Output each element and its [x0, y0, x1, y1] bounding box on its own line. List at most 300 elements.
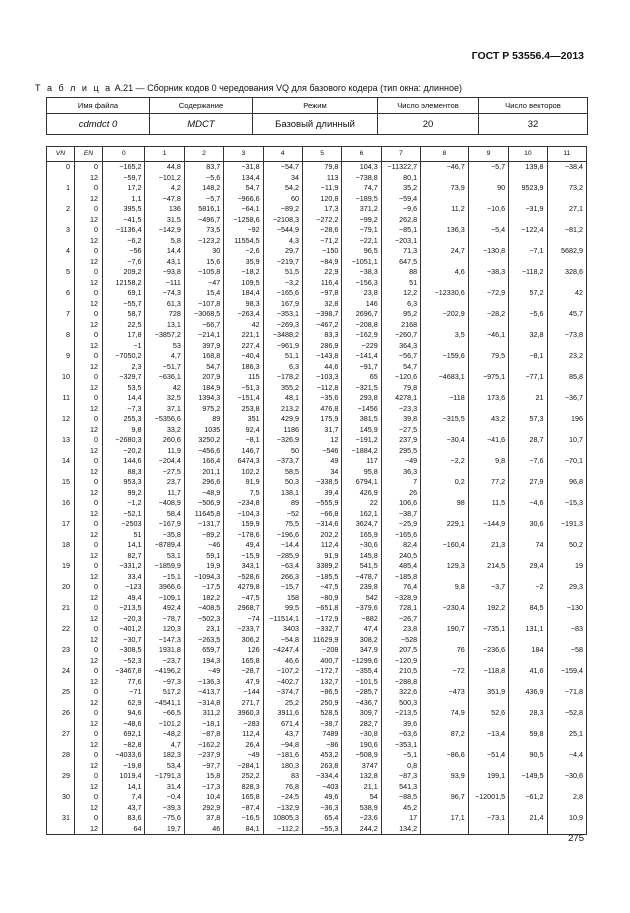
value-cell [263, 225, 302, 246]
cell-value: −0,4 [166, 792, 181, 801]
value-cell [547, 267, 586, 288]
cell-value: −272,2 [316, 214, 339, 224]
cell-value: −136,3 [198, 676, 221, 686]
cell-value [509, 572, 543, 583]
cell-value: −263,4 [237, 309, 260, 318]
value-cell [263, 183, 302, 204]
cell-value: −1051,1 [351, 256, 378, 266]
cell-value: 13,1 [166, 319, 181, 329]
cell-value [509, 614, 543, 625]
cell-value: 250,9 [320, 697, 339, 707]
vn-cell [47, 162, 75, 184]
info-header-content: Содержание [150, 98, 253, 114]
value-cell [547, 162, 586, 184]
cell-value: 104,3 [359, 162, 378, 171]
cell-value: 2 [65, 204, 70, 213]
cell-value: −59,7 [123, 172, 142, 182]
cell-value: 115 [248, 372, 260, 381]
cell-value [509, 488, 543, 499]
value-cell [547, 519, 586, 540]
value-cell [381, 729, 420, 750]
cell-value: −2680,3 [115, 435, 142, 444]
cell-value: 22 [61, 624, 70, 633]
value-cell [102, 666, 144, 687]
cell-value [548, 425, 583, 436]
cell-value [47, 257, 70, 268]
cell-value: −1 [133, 340, 142, 350]
cell-value: 54,7 [206, 361, 221, 371]
cell-value: 0,2 [454, 477, 465, 486]
cell-value: −97,3 [162, 676, 181, 686]
cell-value: 58,7 [127, 309, 142, 318]
en-cell [74, 435, 102, 456]
cell-value: 12,2 [403, 288, 418, 297]
cell-value: 19,9 [206, 561, 221, 570]
value-cell [184, 288, 223, 309]
cell-value: −47,8 [162, 193, 181, 203]
value-cell [102, 708, 144, 729]
cell-value [47, 740, 70, 751]
value-cell [509, 540, 547, 561]
value-cell [302, 708, 341, 729]
cell-value: 311,2 [202, 708, 221, 717]
codebook-table [46, 146, 587, 835]
cell-value: 32,8 [529, 330, 544, 339]
cell-value [469, 425, 505, 436]
cell-value: 244,2 [359, 823, 378, 833]
cell-value: 99,2 [127, 487, 142, 497]
cell-value: −40,4 [241, 351, 260, 360]
cell-value: 53 [172, 340, 181, 350]
cell-value: 199,1 [487, 771, 506, 780]
cell-value: 263,8 [320, 760, 339, 770]
cell-value: 14 [61, 456, 70, 465]
value-cell [224, 708, 263, 729]
cell-value: −144,9 [482, 519, 506, 528]
value-cell [421, 750, 469, 771]
cell-value: 0 [93, 498, 98, 507]
value-cell [224, 246, 263, 267]
value-cell [224, 771, 263, 792]
cell-value: 671,4 [280, 718, 299, 728]
cell-value: 5 [65, 267, 70, 276]
value-cell [468, 225, 508, 246]
cell-value: −91,7 [359, 361, 378, 371]
page-number: 275 [568, 833, 584, 844]
cell-value: 9 [65, 351, 70, 360]
cell-value: 23,1 [206, 624, 221, 633]
cell-value: 6,3 [407, 298, 418, 308]
value-cell [224, 645, 263, 666]
cell-value: −331,2 [119, 561, 142, 570]
value-cell [184, 771, 223, 792]
table-row [47, 372, 587, 393]
cell-value: 59,1 [206, 550, 221, 560]
cell-value: 129,3 [446, 561, 465, 570]
cell-value: 57,2 [529, 288, 544, 297]
cell-value: −16,5 [241, 813, 260, 822]
cell-value [469, 467, 505, 478]
cell-value: −84,9 [320, 256, 339, 266]
value-cell [263, 708, 302, 729]
value-cell [468, 246, 508, 267]
cell-value [47, 530, 70, 541]
cell-value: 15,4 [206, 288, 221, 297]
cell-value: 371,2 [359, 204, 378, 213]
value-cell [302, 645, 341, 666]
value-cell [302, 813, 341, 835]
value-cell [263, 351, 302, 372]
value-cell [224, 456, 263, 477]
cell-value: 395,5 [123, 204, 142, 213]
cell-value: −63,6 [398, 729, 418, 738]
cell-value: −229 [361, 340, 378, 350]
value-cell [468, 372, 508, 393]
cell-value: −328,9 [394, 592, 418, 602]
cell-value: 42 [172, 382, 181, 392]
cell-value: −123 [125, 582, 142, 591]
cell-value: −196,6 [276, 529, 299, 539]
cell-value: −99,2 [359, 214, 378, 224]
value-cell [145, 771, 184, 792]
cell-value: 60 [290, 193, 299, 203]
en-cell [74, 288, 102, 309]
cell-value: −64,1 [241, 204, 260, 213]
vn-cell [47, 750, 75, 771]
cell-value: 84,5 [529, 603, 544, 612]
cell-value [548, 551, 583, 562]
cell-value: 76,4 [403, 582, 418, 591]
cell-value: 102,2 [241, 466, 260, 476]
cell-value: −15,7 [280, 582, 299, 591]
cell-value: −8,1 [529, 351, 544, 360]
cell-value: 39,8 [403, 414, 418, 423]
cell-value [47, 320, 70, 331]
en-cell [74, 225, 102, 246]
cell-value: −308,5 [119, 645, 142, 654]
cell-value: 306,2 [241, 634, 260, 644]
cell-value: 90 [497, 183, 506, 192]
value-cell [102, 372, 144, 393]
value-cell [184, 750, 223, 771]
cell-value: −36,3 [320, 802, 339, 812]
cell-value [548, 572, 583, 583]
value-cell [468, 456, 508, 477]
table-row [47, 519, 587, 540]
cell-value: −24,5 [280, 792, 299, 801]
value-cell [547, 687, 586, 708]
cell-value: −230,4 [442, 603, 465, 612]
cell-value [421, 698, 465, 709]
cell-value: 347,9 [359, 645, 378, 654]
cell-value [421, 299, 465, 310]
cell-value: −236,6 [482, 645, 506, 654]
value-cell [509, 267, 547, 288]
value-cell [342, 519, 381, 540]
cell-value: 50 [290, 445, 299, 455]
value-cell [468, 624, 508, 645]
value-cell [184, 561, 223, 582]
value-cell [468, 435, 508, 456]
cell-value: −59,4 [398, 193, 418, 203]
value-cell [509, 687, 547, 708]
cell-value: −38,7 [320, 718, 339, 728]
cell-value [421, 215, 465, 226]
cell-value: 146,7 [241, 445, 260, 455]
value-cell [342, 498, 381, 519]
cell-value: −112,2 [277, 823, 299, 833]
cell-value: 79,8 [403, 382, 418, 392]
cell-value: −4,6 [529, 498, 544, 507]
cell-value [509, 593, 543, 604]
cell-value [421, 635, 465, 646]
value-cell [342, 813, 381, 835]
cell-value: 12 [89, 256, 98, 266]
cell-value: 25,2 [284, 697, 299, 707]
cell-value: −355,4 [355, 666, 378, 675]
value-cell [302, 246, 341, 267]
cell-value: 10,9 [569, 813, 583, 822]
value-cell [145, 414, 184, 435]
value-cell [224, 624, 263, 645]
value-cell [102, 477, 144, 498]
cell-value: −85,1 [398, 225, 418, 234]
cell-value: 0 [93, 246, 98, 255]
value-cell [224, 792, 263, 813]
value-cell [302, 267, 341, 288]
value-cell [421, 519, 469, 540]
cell-value: −70,1 [564, 456, 583, 465]
info-value-filename: cdmdct 0 [47, 114, 150, 135]
value-cell [421, 330, 469, 351]
cell-value: 27,1 [569, 204, 583, 213]
table-row [47, 435, 587, 456]
en-cell [74, 372, 102, 393]
cell-value: 83,6 [127, 813, 142, 822]
value-cell [302, 729, 341, 750]
en-cell [74, 267, 102, 288]
table-row [47, 267, 587, 288]
cell-value: −41,6 [486, 435, 506, 444]
cell-value: 6794,1 [355, 477, 378, 486]
cell-value [548, 740, 583, 751]
en-cell [74, 162, 102, 184]
cell-value: 76 [456, 645, 465, 654]
column-header: 6 [342, 147, 381, 162]
table-row [47, 750, 587, 771]
cell-value: −5,6 [529, 309, 544, 318]
cell-value: 12 [89, 739, 98, 749]
value-cell [102, 792, 144, 813]
column-header: 9 [468, 147, 508, 162]
cell-value: 92,4 [245, 424, 260, 434]
cell-value [469, 803, 505, 814]
info-value-content: MDCT [150, 114, 253, 135]
value-cell [509, 456, 547, 477]
cell-value: 14,1 [127, 540, 142, 549]
value-cell [302, 540, 341, 561]
value-cell [102, 687, 144, 708]
cell-value: −546 [322, 445, 339, 455]
cell-value: 134,4 [241, 172, 260, 182]
value-cell [547, 582, 586, 603]
cell-value: −131,7 [198, 519, 221, 528]
cell-value: −101,2 [158, 172, 181, 182]
cell-value: −496,7 [198, 214, 221, 224]
cell-value: 19 [575, 561, 583, 570]
vn-cell [47, 246, 75, 267]
value-cell [342, 204, 381, 225]
cell-value: −147,3 [158, 634, 181, 644]
cell-value [469, 761, 505, 772]
cell-value: 112,4 [242, 729, 260, 738]
value-cell [184, 708, 223, 729]
cell-value: −18,2 [241, 267, 260, 276]
cell-value: 2968,7 [237, 603, 260, 612]
cell-value: 12 [89, 529, 98, 539]
value-cell [421, 288, 469, 309]
cell-value [509, 509, 543, 520]
cell-value: −204,4 [158, 456, 181, 465]
value-cell [145, 246, 184, 267]
cell-value: 192,2 [487, 603, 506, 612]
cell-value: 12 [89, 613, 98, 623]
cell-value: 35,2 [403, 183, 418, 192]
value-cell [342, 645, 381, 666]
value-cell [302, 288, 341, 309]
value-cell [342, 183, 381, 204]
cell-value: −150 [322, 246, 339, 255]
cell-value: 51,5 [284, 267, 299, 276]
cell-value: 17,2 [127, 183, 142, 192]
value-cell [145, 519, 184, 540]
cell-value [548, 257, 583, 268]
value-cell [381, 708, 420, 729]
value-cell [547, 435, 586, 456]
cell-value: −30,6 [564, 771, 583, 780]
cell-value: 4 [65, 246, 70, 255]
value-cell [509, 624, 547, 645]
cell-value: 0 [93, 708, 98, 717]
vn-cell [47, 372, 75, 393]
cell-value: 12 [89, 214, 98, 224]
cell-value [421, 362, 465, 373]
cell-value: −398,7 [316, 309, 339, 318]
cell-value: −92 [247, 225, 260, 234]
cell-value: 83 [290, 771, 299, 780]
cell-value: −23,6 [359, 813, 378, 822]
cell-value: −555,9 [316, 498, 339, 507]
cell-value [47, 446, 70, 457]
value-cell [421, 624, 469, 645]
cell-value: 6 [65, 288, 70, 297]
value-cell [184, 162, 223, 184]
cell-value [421, 236, 465, 247]
cell-value [47, 593, 70, 604]
cell-value: 34 [290, 172, 299, 182]
value-cell [547, 708, 586, 729]
cell-value [469, 782, 505, 793]
cell-value: −735,1 [482, 624, 506, 633]
value-cell [342, 708, 381, 729]
value-cell [224, 477, 263, 498]
value-cell [381, 456, 420, 477]
cell-value: −31,8 [241, 162, 260, 171]
value-cell [381, 687, 420, 708]
value-cell [381, 330, 420, 351]
cell-value: −214,1 [198, 330, 221, 339]
info-header-filename: Имя файла [47, 98, 150, 114]
cell-value: −2108,3 [272, 214, 299, 224]
cell-value: 89 [212, 414, 221, 423]
cell-value: 39,6 [403, 718, 418, 728]
cell-value: 11,7 [167, 487, 181, 497]
value-cell [468, 603, 508, 624]
en-cell [74, 771, 102, 792]
cell-value: −79,1 [359, 225, 378, 234]
cell-value: 42 [251, 319, 260, 329]
cell-value: 221,1 [241, 330, 260, 339]
value-cell [509, 435, 547, 456]
value-cell [509, 750, 547, 771]
cell-value: −52,3 [123, 655, 142, 665]
cell-value: −191,3 [560, 519, 583, 528]
cell-value: 182,3 [162, 750, 181, 759]
value-cell [342, 729, 381, 750]
cell-value: −12330,6 [434, 288, 465, 297]
value-cell [468, 792, 508, 813]
cell-value: −237,9 [198, 750, 221, 759]
cell-value: 5816,1 [198, 204, 221, 213]
cell-value [509, 467, 543, 478]
value-cell [102, 183, 144, 204]
cell-value: 79,8 [324, 162, 339, 171]
value-cell [145, 582, 184, 603]
value-cell [224, 519, 263, 540]
cell-value: −56,7 [398, 351, 418, 360]
cell-value: 3960,3 [237, 708, 260, 717]
value-cell [421, 183, 469, 204]
cell-value: 0 [93, 393, 98, 402]
cell-value [548, 467, 583, 478]
cell-value: −36,7 [564, 393, 583, 402]
cell-value: 17,8 [127, 330, 142, 339]
value-cell [102, 603, 144, 624]
cell-value: −11,9 [320, 183, 339, 192]
cell-value: −3467,8 [115, 666, 142, 675]
cell-value: 12 [89, 445, 98, 455]
en-cell [74, 519, 102, 540]
value-cell [468, 708, 508, 729]
cell-value: 0 [93, 372, 98, 381]
cell-value: −1791,3 [154, 771, 181, 780]
cell-value: 27,9 [529, 477, 544, 486]
cell-value: −402,7 [276, 676, 299, 686]
cell-value [548, 173, 583, 184]
cell-value: 96,5 [363, 246, 378, 255]
cell-value: 14,1 [127, 781, 142, 791]
cell-value: 95,2 [403, 309, 418, 318]
cell-value: −353,1 [394, 739, 418, 749]
vn-cell [47, 393, 75, 414]
value-cell [302, 498, 341, 519]
cell-value: −473 [448, 687, 465, 696]
cell-value: −73,8 [564, 330, 583, 339]
cell-value: 98,3 [245, 298, 260, 308]
cell-value: −18,1 [202, 718, 221, 728]
cell-value: 426,9 [359, 487, 378, 497]
cell-value: −20,2 [123, 445, 142, 455]
